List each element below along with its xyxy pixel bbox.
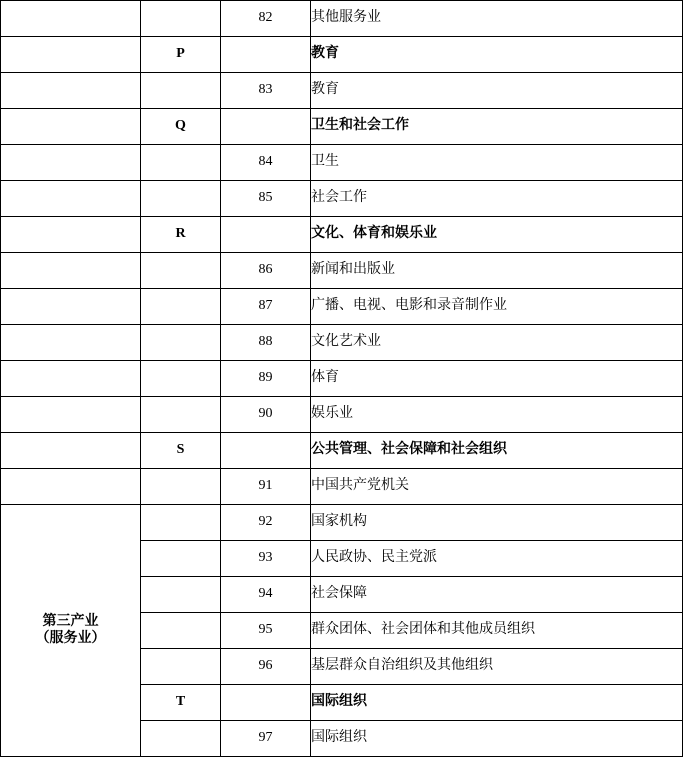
table-row bbox=[1, 181, 683, 217]
category-letter-cell bbox=[141, 325, 221, 361]
category-letter-cell: T bbox=[141, 685, 221, 721]
industry-name-cell: 卫生 bbox=[311, 145, 683, 181]
sector-spacer-cell bbox=[1, 217, 141, 253]
category-letter-cell bbox=[141, 721, 221, 757]
industry-code-cell bbox=[221, 685, 311, 721]
sector-spacer-cell bbox=[1, 1, 141, 37]
category-letter-cell bbox=[141, 1, 221, 37]
table-row bbox=[1, 217, 683, 253]
sector-spacer-cell bbox=[1, 397, 141, 433]
sector-spacer-cell bbox=[1, 37, 141, 73]
table-row bbox=[1, 145, 683, 181]
industry-name-cell: 体育 bbox=[311, 361, 683, 397]
table-row bbox=[1, 1, 683, 37]
category-letter-cell: P bbox=[141, 37, 221, 73]
category-letter-cell bbox=[141, 289, 221, 325]
industry-name-cell: 广播、电视、电影和录音制作业 bbox=[311, 289, 683, 325]
industry-name-cell: 国家机构 bbox=[311, 505, 683, 541]
sector-spacer-cell bbox=[1, 181, 141, 217]
sector-spacer-cell bbox=[1, 325, 141, 361]
industry-code-cell: 85 bbox=[221, 181, 311, 217]
industry-code-cell: 83 bbox=[221, 73, 311, 109]
industry-name-cell: 文化、体育和娱乐业 bbox=[311, 217, 683, 253]
sector-spacer-cell bbox=[1, 289, 141, 325]
sector-spacer-cell bbox=[1, 361, 141, 397]
table-row bbox=[1, 397, 683, 433]
industry-code-cell: 91 bbox=[221, 469, 311, 505]
category-letter-cell: R bbox=[141, 217, 221, 253]
industry-code-cell bbox=[221, 37, 311, 73]
industry-name-cell: 教育 bbox=[311, 37, 683, 73]
industry-name-cell: 国际组织 bbox=[311, 685, 683, 721]
sector-spacer-cell bbox=[1, 145, 141, 181]
sector-label-line2: （服务业） bbox=[35, 630, 106, 646]
sector-spacer-cell bbox=[1, 253, 141, 289]
table-row bbox=[1, 469, 683, 505]
industry-name-cell: 文化艺术业 bbox=[311, 325, 683, 361]
category-letter-cell bbox=[141, 253, 221, 289]
industry-code-cell: 96 bbox=[221, 649, 311, 685]
industry-code-cell: 86 bbox=[221, 253, 311, 289]
industry-name-cell: 社会工作 bbox=[311, 181, 683, 217]
industry-code-cell: 94 bbox=[221, 577, 311, 613]
industry-code-cell: 84 bbox=[221, 145, 311, 181]
industry-code-cell bbox=[221, 217, 311, 253]
industry-code-cell: 82 bbox=[221, 1, 311, 37]
category-letter-cell: S bbox=[141, 433, 221, 469]
category-letter-cell bbox=[141, 469, 221, 505]
category-letter-cell bbox=[141, 145, 221, 181]
industry-name-cell: 其他服务业 bbox=[311, 1, 683, 37]
industry-code-cell: 95 bbox=[221, 613, 311, 649]
table-row bbox=[1, 253, 683, 289]
industry-name-cell: 卫生和社会工作 bbox=[311, 109, 683, 145]
industry-name-cell: 教育 bbox=[311, 73, 683, 109]
industry-code-cell bbox=[221, 433, 311, 469]
table-row bbox=[1, 289, 683, 325]
table-row bbox=[1, 73, 683, 109]
category-letter-cell bbox=[141, 361, 221, 397]
table-row bbox=[1, 361, 683, 397]
industry-name-cell: 公共管理、社会保障和社会组织 bbox=[311, 433, 683, 469]
industry-code-cell: 97 bbox=[221, 721, 311, 757]
sector-spacer-cell bbox=[1, 73, 141, 109]
industry-name-cell: 国际组织 bbox=[311, 721, 683, 757]
sector-spacer-cell bbox=[1, 433, 141, 469]
category-letter-cell: Q bbox=[141, 109, 221, 145]
industry-code-cell: 92 bbox=[221, 505, 311, 541]
industry-name-cell: 基层群众自治组织及其他组织 bbox=[311, 649, 683, 685]
category-letter-cell bbox=[141, 613, 221, 649]
table-row bbox=[1, 37, 683, 73]
category-letter-cell bbox=[141, 397, 221, 433]
industry-code-cell: 88 bbox=[221, 325, 311, 361]
industry-code-cell: 89 bbox=[221, 361, 311, 397]
sector-spacer-cell bbox=[1, 109, 141, 145]
industry-name-cell: 社会保障 bbox=[311, 577, 683, 613]
table-row bbox=[1, 325, 683, 361]
table-row bbox=[1, 505, 683, 541]
industry-code-cell: 93 bbox=[221, 541, 311, 577]
industry-name-cell: 群众团体、社会团体和其他成员组织 bbox=[311, 613, 683, 649]
industry-code-cell: 87 bbox=[221, 289, 311, 325]
industry-code-cell bbox=[221, 109, 311, 145]
industry-code-cell: 90 bbox=[221, 397, 311, 433]
sector-label-line1: 第三产业 bbox=[42, 613, 99, 629]
industry-name-cell: 中国共产党机关 bbox=[311, 469, 683, 505]
category-letter-cell bbox=[141, 505, 221, 541]
industry-name-cell: 新闻和出版业 bbox=[311, 253, 683, 289]
table-row bbox=[1, 109, 683, 145]
category-letter-cell bbox=[141, 73, 221, 109]
industry-name-cell: 娱乐业 bbox=[311, 397, 683, 433]
category-letter-cell bbox=[141, 577, 221, 613]
sector-label-cell bbox=[1, 505, 141, 757]
category-letter-cell bbox=[141, 181, 221, 217]
sector-spacer-cell bbox=[1, 469, 141, 505]
table-body bbox=[1, 1, 683, 757]
category-letter-cell bbox=[141, 649, 221, 685]
table-row bbox=[1, 433, 683, 469]
category-letter-cell bbox=[141, 541, 221, 577]
industry-name-cell: 人民政协、民主党派 bbox=[311, 541, 683, 577]
